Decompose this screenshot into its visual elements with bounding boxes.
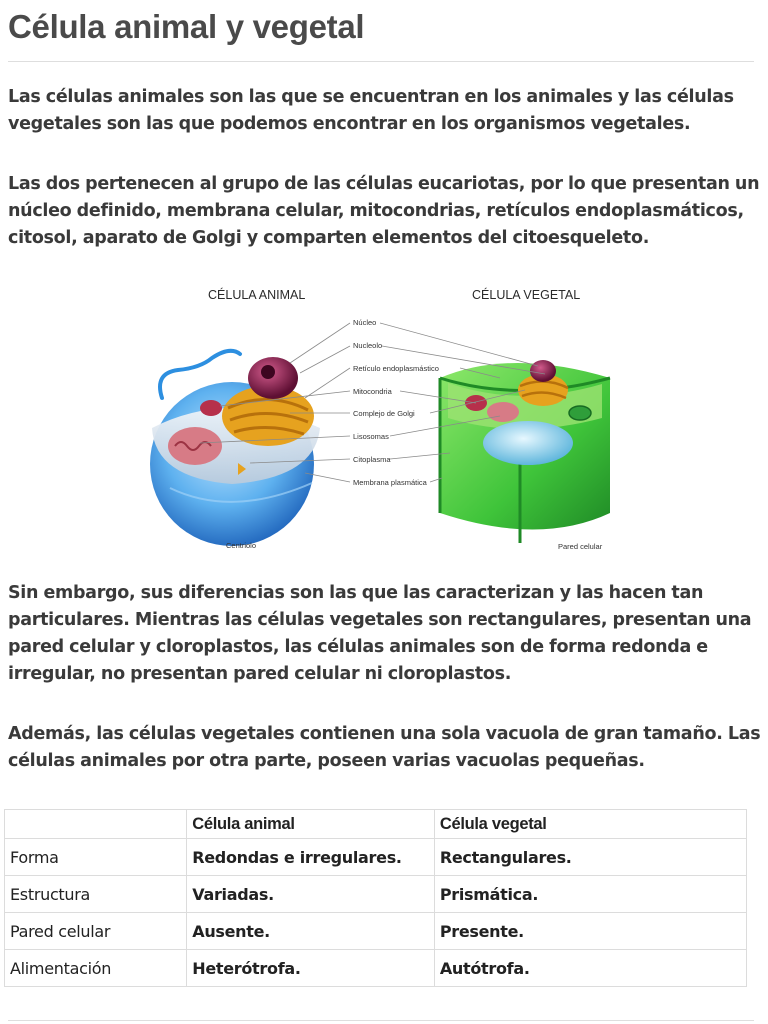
cell-comparison-illustration (140, 278, 620, 558)
plant-cell-drawing (440, 360, 610, 543)
animal-cell-drawing (150, 351, 320, 546)
animal-value: Redondas e irregulares. (187, 839, 435, 876)
label-nucleo: Núcleo (353, 318, 377, 327)
row-label: Estructura (5, 876, 187, 913)
animal-value: Heterótrofa. (187, 950, 435, 987)
label-nucleolo: Nucleolo (353, 341, 383, 350)
table-row (5, 950, 747, 987)
label-citoplasma: Citoplasma (353, 455, 391, 464)
table-row (5, 913, 747, 950)
plant-cell-title: CÉLULA VEGETAL (472, 288, 581, 302)
vegetal-value: Autótrofa. (434, 950, 746, 987)
animal-cell-title: CÉLULA ANIMAL (208, 288, 306, 302)
animal-value: Variadas. (187, 876, 435, 913)
label-lisosomas: Lisosomas (353, 432, 389, 441)
vegetal-value: Rectangulares. (434, 839, 746, 876)
row-label: Forma (5, 839, 187, 876)
label-mitocondria: Mitocondria (353, 387, 392, 396)
table-row (5, 876, 747, 913)
eukaryote-paragraph: Las dos pertenecen al grupo de las células eucariotas, por lo que presentan un núcleo definido, membrana celular, mitocondrias, retículos endoplasmáticos, citosol, aparato de Golgi y comparten elementos del citoesqueleto. (8, 174, 760, 248)
label-pared-celular: Pared celular (558, 542, 603, 551)
differences-paragraph: Sin embargo, sus diferencias son las que las caracterizan y las hacen tan particulares. Mientras las células vegetales son rectangulares, presentan una pared celular y cloroplastos, las células animales son de forma redonda e irregular, no presentan pared celular ni cloroplastos. (8, 583, 752, 684)
label-centriolo: Centriolo (226, 541, 257, 550)
intro-paragraph: Las células animales son las que se encuentran en los animales y las células vegetales son las que podemos encontrar en los organismos vegetales. (8, 87, 734, 134)
animal-value: Ausente. (187, 913, 435, 950)
table-header-blank (5, 810, 187, 839)
footer-divider (8, 1020, 754, 1021)
vegetal-value: Presente. (434, 913, 746, 950)
table-header-row (5, 810, 747, 839)
title-divider (8, 61, 754, 62)
page-title: Célula animal y vegetal (8, 8, 365, 45)
label-reticulo: Retículo endoplasmástico (353, 364, 439, 373)
vegetal-value: Prismática. (434, 876, 746, 913)
table-row (5, 839, 747, 876)
label-membrana: Membrana plasmática (353, 478, 427, 487)
comparison-table (4, 809, 747, 987)
row-label: Pared celular (5, 913, 187, 950)
table-header-animal: Célula animal (187, 810, 435, 839)
table-header-vegetal: Célula vegetal (434, 810, 746, 839)
vacuole-paragraph: Además, las células vegetales contienen una sola vacuola de gran tamaño. Las células animales por otra parte, poseen varias vacuolas pequeñas. (8, 724, 761, 771)
row-label: Alimentación (5, 950, 187, 987)
label-golgi: Complejo de Golgi (353, 409, 415, 418)
